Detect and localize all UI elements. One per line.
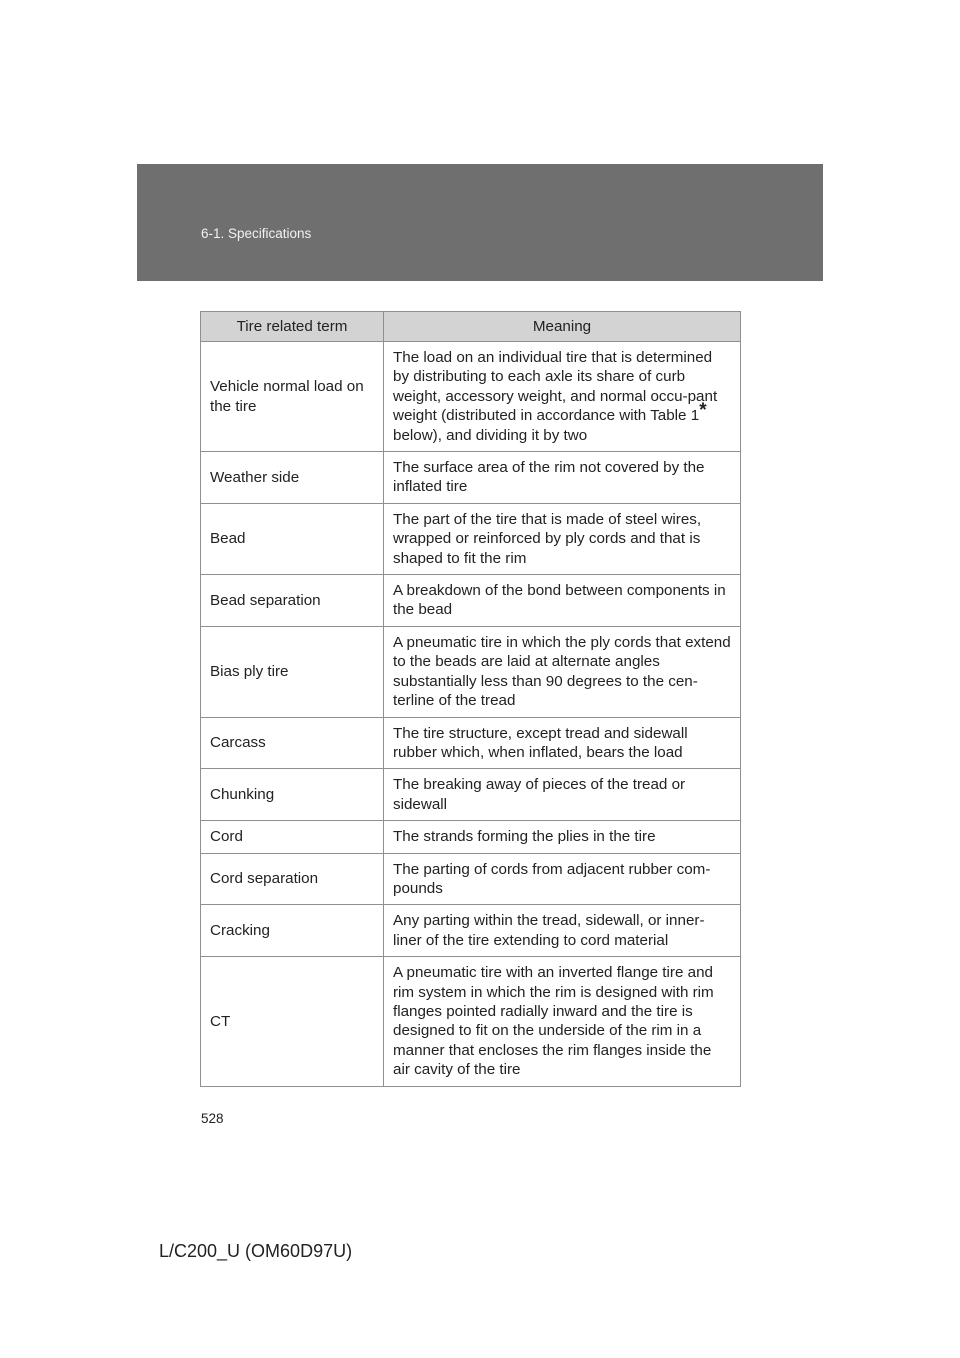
term-cell: Carcass: [201, 717, 384, 769]
term-cell: Chunking: [201, 769, 384, 821]
table-row: [201, 626, 741, 717]
term-cell: Bead: [201, 503, 384, 574]
meaning-text-continued: below), and dividing it by two: [393, 426, 588, 444]
meaning-text: The load on an individual tire that is determined by distributing to each axle its share of curb weight, accessory weight, and normal occu-pant weight (distributed in accordance with Table 1: [393, 349, 718, 425]
table-row: [201, 575, 741, 627]
term-cell: Cord: [201, 821, 384, 853]
column-header-term: Tire related term: [201, 312, 384, 342]
term-cell: Bead separation: [201, 575, 384, 627]
table-header-row: [201, 312, 741, 342]
term-cell: Vehicle normal load on the tire: [201, 342, 384, 452]
meaning-cell: The breaking away of pieces of the tread or sidewall: [384, 769, 741, 821]
meaning-cell: A pneumatic tire with an inverted flange tire and rim system in which the rim is designed with rim flanges pointed radially inward and the tire is designed to fit on the underside of the rim in a manner that encloses the rim flanges inside the air cavity of the tire: [384, 957, 741, 1086]
meaning-cell: The tire structure, except tread and sidewall rubber which, when inflated, bears the load: [384, 717, 741, 769]
section-title: 6-1. Specifications: [201, 226, 312, 241]
page-number: 528: [201, 1111, 224, 1126]
table-row: [201, 503, 741, 574]
meaning-cell: Any parting within the tread, sidewall, or inner-liner of the tire extending to cord material: [384, 905, 741, 957]
column-header-meaning: Meaning: [384, 312, 741, 342]
table-row: [201, 957, 741, 1086]
table-row: [201, 821, 741, 853]
table-row: [201, 452, 741, 504]
term-cell: Cracking: [201, 905, 384, 957]
meaning-cell: The strands forming the plies in the tire: [384, 821, 741, 853]
term-cell: Bias ply tire: [201, 626, 384, 717]
table-row: [201, 717, 741, 769]
header-band: [137, 164, 823, 281]
term-cell: CT: [201, 957, 384, 1086]
meaning-cell: [384, 342, 741, 452]
tire-terms-table: [200, 311, 741, 1087]
table-row: [201, 342, 741, 452]
table-row: [201, 769, 741, 821]
meaning-cell: The parting of cords from adjacent rubber com-pounds: [384, 853, 741, 905]
table-row: [201, 905, 741, 957]
table-row: [201, 853, 741, 905]
meaning-cell: The surface area of the rim not covered by the inflated tire: [384, 452, 741, 504]
footnote-mark: *: [699, 400, 707, 422]
term-cell: Cord separation: [201, 853, 384, 905]
meaning-cell: A pneumatic tire in which the ply cords that extend to the beads are laid at alternate angles substantially less than 90 degrees to the cen-terline of the tread: [384, 626, 741, 717]
document-code: L/C200_U (OM60D97U): [159, 1241, 353, 1261]
meaning-cell: The part of the tire that is made of steel wires, wrapped or reinforced by ply cords and that is shaped to fit the rim: [384, 503, 741, 574]
term-cell: Weather side: [201, 452, 384, 504]
meaning-cell: A breakdown of the bond between components in the bead: [384, 575, 741, 627]
